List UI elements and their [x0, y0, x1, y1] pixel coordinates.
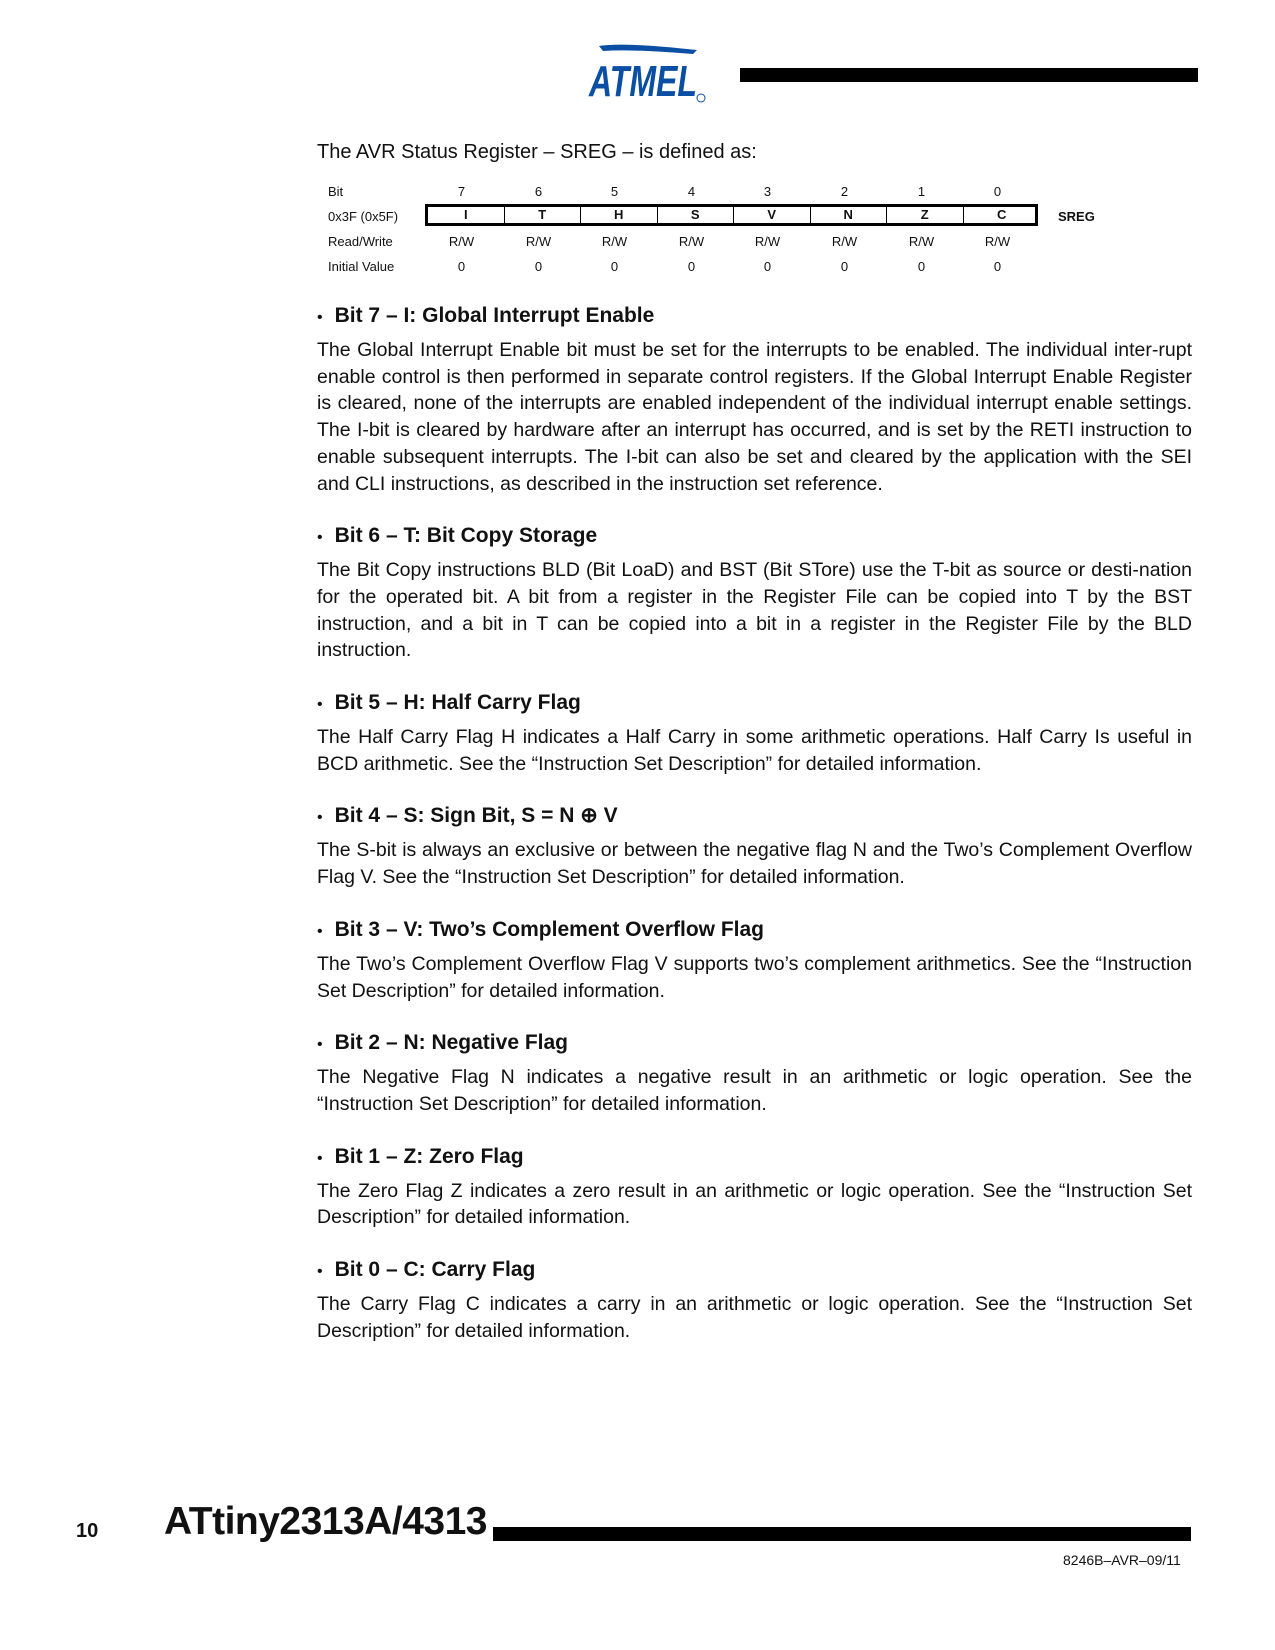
bit-number: 6 — [534, 184, 543, 199]
bit-0-section — [317, 1255, 1192, 1344]
initial-value: 0 — [610, 259, 619, 274]
bit-5-section — [317, 688, 1192, 777]
bit-number: 2 — [840, 184, 849, 199]
initial-value: 0 — [534, 259, 543, 274]
access-value: R/W — [448, 234, 475, 249]
bit-number: 0 — [993, 184, 1002, 199]
page-number: 10 — [76, 1520, 99, 1542]
bit-field: C — [997, 207, 1007, 222]
section-heading: • Bit 3 – V: Two’s Complement Overflow Flag — [317, 917, 765, 941]
bit-number: 3 — [763, 184, 772, 199]
bit-4-section — [317, 801, 1192, 890]
header-rule — [740, 68, 1198, 82]
section-heading: • Bit 0 – C: Carry Flag — [317, 1258, 536, 1282]
initial-value: 0 — [993, 259, 1002, 274]
section-heading: • Bit 2 – N: Negative Flag — [317, 1031, 568, 1055]
bit-7-section — [317, 301, 1192, 497]
section-heading: • Bit 7 – I: Global Interrupt Enable — [317, 304, 655, 327]
initial-value: 0 — [917, 259, 926, 274]
initial-value: 0 — [840, 259, 849, 274]
section-body: The Half Carry Flag H indicates a Half Carry in some arithmetic operations. Half Carry Is useful in BCD arithmetic. See the “Instruction Set Description” for detailed information. — [317, 726, 1192, 775]
section-heading: • Bit 4 – S: Sign Bit, S = N ⊕ V — [317, 804, 618, 828]
section-heading: • Bit 5 – H: Half Carry Flag — [317, 691, 581, 715]
bit-field: S — [658, 207, 735, 223]
access-value: R/W — [984, 234, 1011, 249]
bit-label: Bit — [328, 184, 344, 199]
section-body: The Negative Flag N indicates a negative result in an arithmetic or logic operation. See the “Instruction Set Description” for detailed information. — [317, 1066, 1192, 1115]
footer-rule — [493, 1527, 1191, 1541]
initial-value-label: Initial Value — [328, 259, 395, 274]
bit-field: N — [811, 207, 888, 223]
access-value: R/W — [754, 234, 781, 249]
bit-field: V — [734, 207, 811, 223]
bit-number: 4 — [687, 184, 696, 199]
bit-field: Z — [887, 207, 964, 223]
access-value: R/W — [678, 234, 705, 249]
bit-number: 1 — [917, 184, 926, 199]
bit-field-box — [425, 204, 1038, 226]
bit-6-section — [317, 521, 1192, 664]
bit-number: 5 — [610, 184, 619, 199]
bit-2-section — [317, 1028, 1192, 1117]
access-row — [328, 230, 1128, 254]
bit-field: T — [505, 207, 582, 223]
section-heading: • Bit 6 – T: Bit Copy Storage — [317, 524, 598, 548]
bit-number-row — [328, 180, 1128, 204]
bit-1-section — [317, 1142, 1192, 1231]
initial-value: 0 — [763, 259, 772, 274]
register-name: SREG — [1058, 209, 1095, 224]
access-value: R/W — [908, 234, 935, 249]
initial-value: 0 — [457, 259, 466, 274]
bit-field: I — [428, 207, 505, 223]
register-intro: The AVR Status Register – SREG – is defined as: — [317, 141, 757, 163]
section-body: The Global Interrupt Enable bit must be set for the interrupts to be enabled. The individual inter-rupt enable control is then performed in separate control registers. If the Global Interrupt Enable Register is cleared, none of the interrupts are enabled independent of the individual interrupt enable settings. The I-bit is cleared by hardware after an interrupt has occurred, and is set by the RETI instruction to enable subsequent interrupts. The I-bit can also be set and cleared by the application with the SEI and CLI instructions, as described in the instruction set reference. — [317, 339, 1192, 495]
access-value: R/W — [831, 234, 858, 249]
initial-value-row — [328, 255, 1128, 279]
section-body: The Carry Flag C indicates a carry in an arithmetic or logic operation. See the “Instruction Set Description” for detailed information. — [317, 1293, 1192, 1342]
section-body: The Two’s Complement Overflow Flag V supports two’s complement arithmetics. See the “Instruction Set Description” for detailed information. — [317, 952, 1192, 1002]
bit-field: H — [581, 207, 658, 223]
initial-value: 0 — [687, 259, 696, 274]
section-body: The Zero Flag Z indicates a zero result in an arithmetic or logic operation. See the “Instruction Set Description” for detailed information. — [317, 1179, 1192, 1229]
section-body: The Bit Copy instructions BLD (Bit LoaD) and BST (Bit STore) use the T-bit as source or desti-nation for the operated bit. A bit from a register in the Register File can be copied into T by the BST instruction, and a bit in T can be copied into a bit in a register in the Register File by the BLD instruction. — [317, 559, 1192, 662]
svg-text:ATMEL: ATMEL — [588, 57, 697, 106]
access-value: R/W — [525, 234, 552, 249]
rw-label: Read/Write — [328, 234, 393, 249]
bit-descriptions — [317, 301, 1192, 1368]
address-label: 0x3F (0x5F) — [328, 209, 399, 224]
access-value: R/W — [601, 234, 628, 249]
atmel-logo — [585, 44, 707, 104]
document-title: ATtiny2313A/4313 — [164, 1500, 487, 1543]
section-body: The S-bit is always an exclusive or between the negative flag N and the Two’s Complement Overflow Flag V. See the “Instruction Set Description” for detailed information. — [317, 839, 1192, 889]
bit-3-section — [317, 915, 1192, 1004]
section-heading: • Bit 1 – Z: Zero Flag — [317, 1144, 524, 1168]
bit-number: 7 — [457, 184, 466, 199]
document-reference: 8246B–AVR–09/11 — [1063, 1552, 1181, 1568]
